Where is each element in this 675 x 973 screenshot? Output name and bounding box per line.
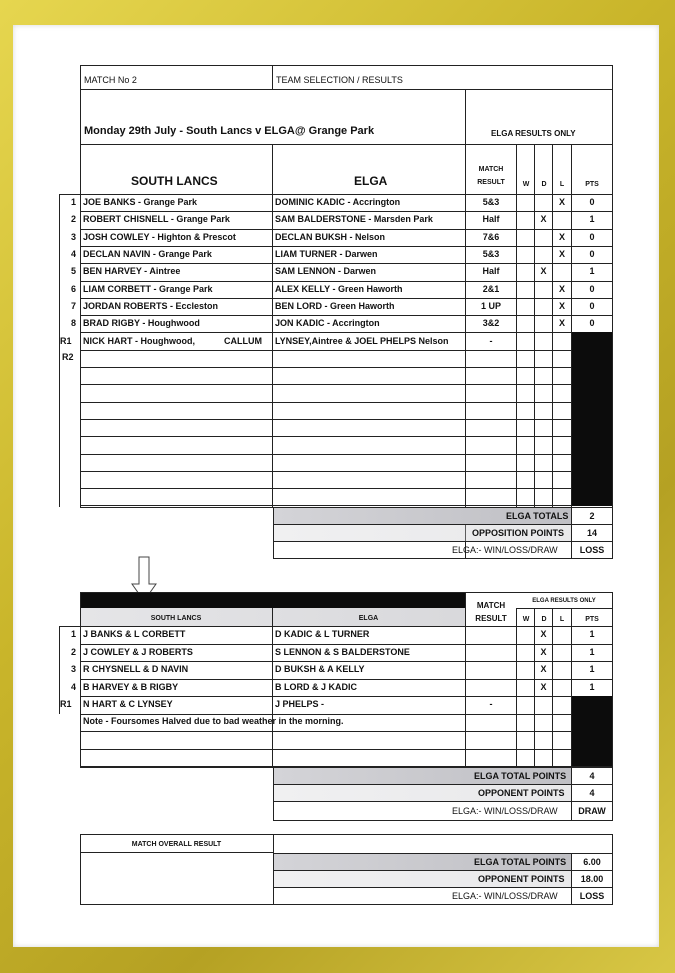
rule [516, 144, 517, 507]
match-result-header-2: RESULT [477, 179, 505, 186]
overall-opponent-label: OPPONENT POINTS [478, 874, 565, 884]
rule [273, 541, 612, 542]
rule [273, 887, 612, 888]
points: 0 [589, 232, 595, 242]
rule [80, 281, 612, 282]
row-number: 8 [70, 318, 76, 328]
rule [80, 194, 612, 195]
foursomes-d-header: D [541, 616, 547, 623]
elga-pair: D BUKSH & A KELLY [275, 664, 365, 674]
rule [80, 367, 612, 368]
rule [80, 852, 273, 853]
elga-player: DOMINIC KADIC - Accrington [275, 197, 401, 207]
draw-mark: X [540, 664, 547, 674]
match-number: MATCH No 2 [84, 75, 137, 85]
row-number: 5 [70, 266, 76, 276]
foursomes-note: Note - Foursomes Halved due to bad weather in the morning. [83, 716, 344, 726]
match-result: 1 UP [480, 301, 501, 311]
points: 0 [589, 284, 595, 294]
loss-mark: X [558, 232, 565, 242]
elga-player: BEN LORD - Green Haworth [275, 301, 395, 311]
points: 1 [589, 682, 595, 692]
south-lancs-column-header: SOUTH LANCS [131, 174, 218, 188]
rule [80, 246, 612, 247]
row-number: 3 [70, 232, 76, 242]
match-result: Half [482, 214, 500, 224]
rule [80, 402, 612, 403]
south-lancs-player: JOE BANKS - Grange Park [83, 197, 198, 207]
foursomes-reserve-elga: J PHELPS - [275, 699, 325, 709]
elga-player: SAM LENNON - Darwen [275, 266, 377, 276]
foursomes-reserve-result: - [489, 699, 493, 709]
rule [59, 194, 60, 507]
pts-column-header: PTS [585, 181, 599, 188]
draw-mark: X [540, 682, 547, 692]
match-result: 3&2 [482, 318, 500, 328]
overall-wld-label: ELGA:- WIN/LOSS/DRAW [452, 891, 558, 901]
points: 1 [589, 214, 595, 224]
elga-totals-value: 2 [589, 511, 595, 521]
rule [80, 65, 612, 66]
foursomes-reserve-south: N HART & C LYNSEY [83, 699, 173, 709]
rule [80, 263, 612, 264]
points: 1 [589, 629, 595, 639]
team-selection-heading: TEAM SELECTION / RESULTS [276, 75, 403, 85]
south-lancs-player: BEN HARVEY - Aintree [83, 266, 181, 276]
win-loss-draw-label: ELGA:- WIN/LOSS/DRAW [452, 545, 558, 555]
rule [80, 505, 612, 506]
points: 1 [589, 266, 595, 276]
rule [273, 767, 274, 821]
foursomes-pts-header: PTS [585, 616, 599, 623]
south-lancs-pair: B HARVEY & B RIGBY [83, 682, 179, 692]
rule [273, 870, 612, 871]
overall-elga-total-value: 6.00 [583, 857, 601, 867]
loss-mark: X [558, 301, 565, 311]
rule [516, 608, 517, 767]
rule [465, 144, 612, 145]
rule [59, 626, 80, 627]
elga-player: LIAM TURNER - Darwen [275, 249, 378, 259]
w-column-header: W [522, 181, 530, 188]
rule [80, 315, 612, 316]
reserve-1-number: R1 [60, 336, 72, 346]
rule [80, 332, 612, 333]
south-lancs-pair: J COWLEY & J ROBERTS [83, 647, 193, 657]
rule [534, 144, 535, 507]
loss-mark: X [558, 249, 565, 259]
row-number: 1 [70, 197, 76, 207]
rule [80, 507, 612, 508]
foursomes-south-lancs-header: SOUTH LANCS [150, 615, 202, 622]
overall-wld-value: LOSS [579, 891, 605, 901]
rule [80, 350, 612, 351]
win-loss-draw-value: LOSS [579, 545, 605, 555]
rule [273, 853, 612, 854]
elga-pair: D KADIC & L TURNER [275, 629, 370, 639]
rule [80, 644, 612, 645]
rule [272, 608, 273, 767]
rule [80, 229, 612, 230]
loss-mark: X [558, 284, 565, 294]
reserve-1-callum: CALLUM [224, 336, 262, 346]
blacked-out-cells [572, 696, 612, 766]
rule [80, 454, 612, 455]
foursomes-l-header: L [559, 616, 565, 623]
match-result: 7&6 [482, 232, 500, 242]
rule [80, 731, 612, 732]
rule [516, 608, 612, 609]
rule [80, 626, 612, 627]
rule [612, 592, 613, 821]
foursomes-wld-value: DRAW [578, 806, 606, 816]
foursomes-reserve-number: R1 [60, 699, 72, 709]
elga-player: SAM BALDERSTONE - Marsden Park [275, 214, 433, 224]
rule [80, 436, 612, 437]
foursomes-elga-results-only: ELGA RESULTS ONLY [532, 598, 596, 604]
points: 0 [589, 249, 595, 259]
rule [272, 144, 273, 507]
fixture-title: Monday 29th July - South Lancs v ELGA@ Grange Park [84, 125, 375, 137]
opposition-points-value: 14 [586, 528, 597, 538]
rule [273, 820, 612, 821]
rule [80, 384, 612, 385]
d-column-header: D [541, 181, 547, 188]
south-lancs-player: JORDAN ROBERTS - Eccleston [83, 301, 219, 311]
overall-elga-total-label: ELGA TOTAL POINTS [474, 857, 567, 867]
draw-mark: X [540, 647, 547, 657]
results-sheet [13, 25, 659, 947]
row-number: 4 [70, 249, 76, 259]
l-column-header: L [559, 181, 565, 188]
foursomes-elga-header: ELGA [358, 615, 379, 622]
foursomes-wld-label: ELGA:- WIN/LOSS/DRAW [452, 806, 558, 816]
rule [80, 767, 612, 768]
reserve-1-south: NICK HART - Houghwood, [83, 336, 195, 346]
match-result: 5&3 [482, 197, 500, 207]
rule [80, 904, 612, 905]
loss-mark: X [558, 318, 565, 328]
points: 0 [589, 318, 595, 328]
rule [80, 834, 612, 835]
rule [80, 592, 612, 593]
rule [80, 714, 612, 715]
rule [273, 801, 612, 802]
elga-player: JON KADIC - Accrington [275, 318, 380, 328]
rule [80, 661, 612, 662]
elga-totals-label: ELGA TOTALS [506, 511, 569, 521]
rule [273, 507, 274, 559]
row-number: 3 [70, 664, 76, 674]
foursomes-opponent-label: OPPONENT POINTS [478, 788, 565, 798]
draw-mark: X [540, 266, 547, 276]
points: 0 [589, 197, 595, 207]
match-result: 2&1 [482, 284, 500, 294]
rule [273, 784, 612, 785]
south-lancs-player: LIAM CORBETT - Grange Park [83, 284, 213, 294]
elga-column-header: ELGA [354, 174, 388, 188]
points: 1 [589, 647, 595, 657]
south-lancs-pair: R CHYSNELL & D NAVIN [83, 664, 189, 674]
south-lancs-player: BRAD RIGBY - Houghwood [83, 318, 200, 328]
blacked-out-cells [572, 332, 612, 506]
elga-player: ALEX KELLY - Green Haworth [275, 284, 403, 294]
foursomes-opponent-value: 4 [589, 788, 595, 798]
rule [272, 65, 273, 90]
foursomes-match-result-header-2: RESULT [475, 614, 507, 623]
draw-mark: X [540, 214, 547, 224]
foursomes-black-band [80, 592, 465, 608]
foursomes-elga-total-label: ELGA TOTAL POINTS [474, 771, 567, 781]
foursomes-w-header: W [522, 616, 530, 623]
south-lancs-player: DECLAN NAVIN - Grange Park [83, 249, 212, 259]
elga-results-only-heading: ELGA RESULTS ONLY [491, 129, 576, 138]
overall-opponent-value: 18.00 [580, 874, 604, 884]
rule [80, 679, 612, 680]
foursomes-elga-total-value: 4 [589, 771, 595, 781]
reserve-1-elga: LYNSEY,Aintree & JOEL PHELPS Nelson [275, 336, 449, 346]
rule [80, 471, 612, 472]
rule [80, 65, 81, 508]
loss-mark: X [558, 197, 565, 207]
rule [612, 65, 613, 559]
rule [80, 419, 612, 420]
points: 1 [589, 664, 595, 674]
match-result: Half [482, 266, 500, 276]
rule [273, 524, 612, 525]
overall-result-title: MATCH OVERALL RESULT [131, 841, 222, 848]
south-lancs-player: JOSH COWLEY - Highton & Prescot [83, 232, 236, 242]
rule [80, 488, 612, 489]
row-number: 4 [70, 682, 76, 692]
row-number: 2 [70, 647, 76, 657]
rule [80, 89, 612, 90]
reserve-2-number: R2 [62, 352, 74, 362]
row-number: 1 [70, 629, 76, 639]
rule [80, 211, 612, 212]
rule [59, 194, 80, 195]
rule [80, 298, 612, 299]
match-result-header-1: MATCH [478, 166, 504, 173]
row-number: 7 [70, 301, 76, 311]
south-lancs-pair: J BANKS & L CORBETT [83, 629, 186, 639]
reserve-1-result: - [489, 336, 493, 346]
row-number: 6 [70, 284, 76, 294]
elga-pair: S LENNON & S BALDERSTONE [275, 647, 410, 657]
draw-mark: X [540, 629, 547, 639]
rule [80, 696, 612, 697]
points: 0 [589, 301, 595, 311]
foursomes-match-result-header-1: MATCH [476, 601, 506, 610]
row-number: 2 [70, 214, 76, 224]
rule [612, 834, 613, 905]
elga-pair: B LORD & J KADIC [275, 682, 358, 692]
opposition-points-label: OPPOSITION POINTS [472, 528, 565, 538]
rule [273, 558, 612, 559]
elga-player: DECLAN BUKSH - Nelson [275, 232, 386, 242]
match-result: 5&3 [482, 249, 500, 259]
rule [80, 749, 612, 750]
rule [552, 608, 553, 767]
south-lancs-player: ROBERT CHISNELL - Grange Park [83, 214, 230, 224]
